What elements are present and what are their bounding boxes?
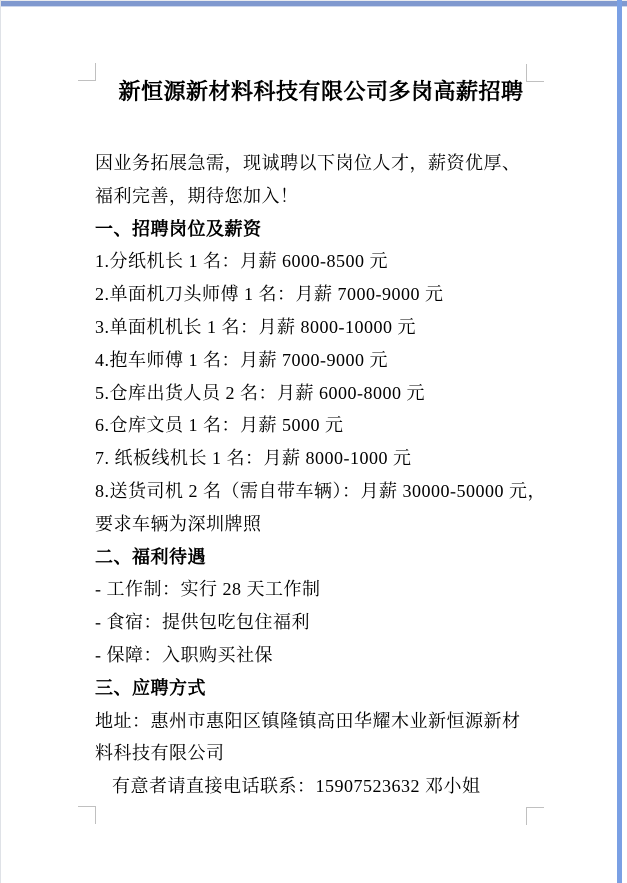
margin-crop-mark-bottom-left [78, 806, 96, 824]
page-border-top-inner [0, 6, 627, 7]
job-listing-line: 8.送货司机 2 名（需自带车辆）：月薪 30000-50000 元， [95, 480, 546, 501]
page-left-edge [0, 0, 1, 883]
intro-line: 因业务拓展急需，现诚聘以下岗位人才，薪资优厚、 [95, 153, 521, 173]
intro-line: 福利完善，期待您加入！ [95, 185, 299, 206]
job-listing-line: 7. 纸板线机长 1 名：月薪 8000-1000 元 [95, 448, 412, 469]
contact-line: 有意者请直接电话联系：15907523632 邓小姐 [112, 776, 481, 797]
job-listing-line: 4.抱车师傅 1 名：月薪 7000-9000 元 [95, 349, 388, 370]
job-listing-line: 6.仓库文员 1 名：月薪 5000 元 [95, 415, 344, 436]
job-listing-line: 1.分纸机长 1 名：月薪 6000-8500 元 [95, 251, 388, 272]
section-heading-benefits: 二、福利待遇 [95, 546, 206, 567]
margin-crop-mark-top-left [78, 63, 96, 81]
address-line: 地址：惠州市惠阳区镇隆镇高田华耀木业新恒源新材 [95, 710, 521, 731]
section-heading-positions: 一、招聘岗位及薪资 [95, 218, 262, 239]
benefit-line: - 食宿：提供包吃包住福利 [95, 612, 310, 633]
job-listing-line: 2.单面机刀头师傅 1 名：月薪 7000-9000 元 [95, 284, 444, 305]
page-border-right [617, 0, 622, 883]
address-continuation-line: 料科技有限公司 [95, 743, 225, 764]
job-listing-line: 5.仓库出货人员 2 名：月薪 6000-8000 元 [95, 382, 425, 403]
document-title: 新恒源新材料科技有限公司多岗高薪招聘 [118, 79, 524, 104]
job-listing-line: 3.单面机机长 1 名：月薪 8000-10000 元 [95, 316, 416, 337]
benefit-line: - 保障：入职购买社保 [95, 644, 273, 665]
job-listing-continuation-line: 要求车辆为深圳牌照 [95, 513, 262, 534]
document-body [95, 147, 565, 803]
section-heading-apply: 三、应聘方式 [95, 677, 206, 698]
margin-crop-mark-bottom-right [526, 807, 544, 825]
benefit-line: - 工作制：实行 28 天工作制 [95, 579, 321, 600]
